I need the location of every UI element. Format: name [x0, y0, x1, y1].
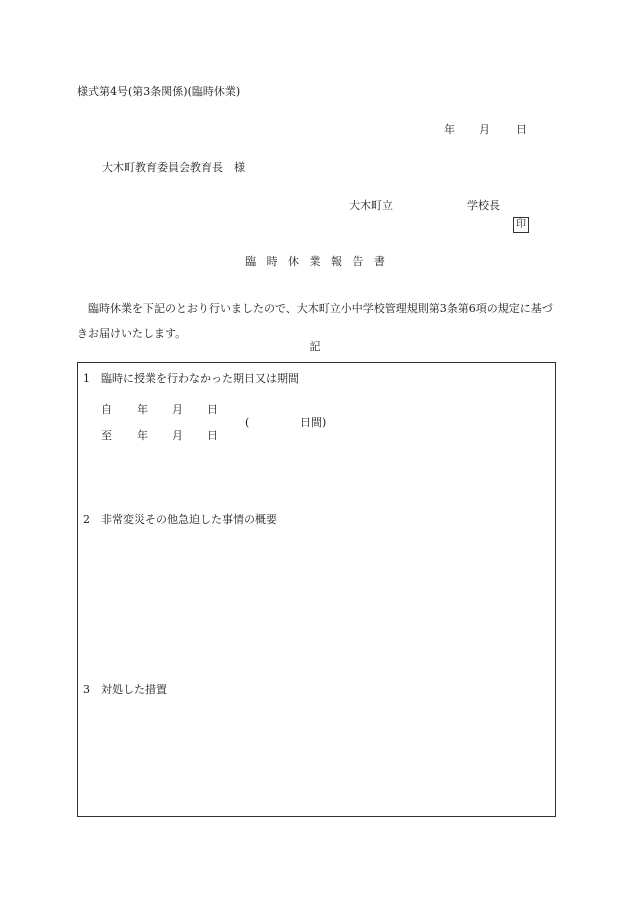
period-from-label: 自: [101, 403, 112, 416]
period-to-month: 月: [172, 429, 183, 442]
period-to-label: 至: [101, 429, 112, 442]
report-frame: [77, 362, 556, 817]
recipient-line: 大木町教育委員会教育長 様: [102, 161, 245, 174]
period-days-open: (: [245, 416, 250, 429]
body-paragraph: [77, 296, 557, 346]
document-title: 臨時休業報告書: [245, 255, 396, 268]
form-number: 様式第4号(第3条関係)(臨時休業): [77, 85, 241, 98]
section-3-heading: [83, 684, 167, 695]
date-day-label: 日: [516, 123, 527, 136]
period-from-year: 年: [137, 403, 148, 416]
date-month-label: 月: [479, 123, 490, 136]
sender-role-label: 学校長: [467, 199, 500, 212]
section-2-label: 非常変災その他急迫した事情の概要: [101, 513, 277, 526]
period-to-day: 日: [207, 429, 218, 442]
date-year-label: 年: [444, 123, 455, 136]
section-3-number: 3: [83, 683, 90, 696]
period-from-month: 月: [172, 403, 183, 416]
seal-mark: 印: [513, 217, 529, 233]
section-3-label: 対処した措置: [101, 683, 167, 696]
section-1-label: 臨時に授業を行わなかった期日又は期間: [101, 372, 299, 385]
date-line: [444, 124, 527, 135]
section-2-number: 2: [83, 513, 90, 526]
ki-heading: 記: [309, 340, 321, 353]
sender-school-prefix: 大木町立: [349, 199, 393, 212]
period-days-unit: 日間): [300, 416, 327, 429]
section-1-heading: [83, 373, 299, 384]
period-from-day: 日: [207, 403, 218, 416]
section-2-heading: [83, 514, 277, 525]
period-to-year: 年: [137, 429, 148, 442]
section-1-number: 1: [83, 372, 90, 385]
body-text: 臨時休業を下記のとおり行いましたので、大木町立小中学校管理規則第3条第6項の規定に基づきお届けいたします。: [77, 302, 553, 340]
